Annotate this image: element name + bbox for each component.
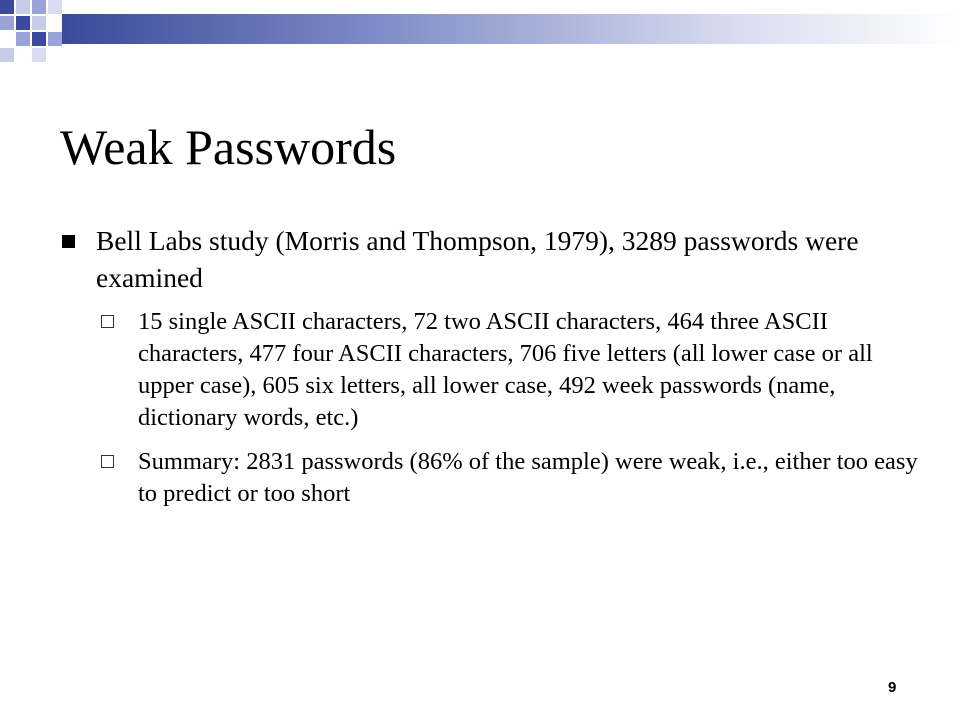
header-decoration xyxy=(0,0,960,70)
bullet-item xyxy=(60,222,920,296)
sub-bullet-text: Summary: 2831 passwords (86% of the sample) were weak, i.e., either too easy to predict or too short xyxy=(138,448,918,507)
sub-bullet-item xyxy=(100,446,920,510)
page-number: 9 xyxy=(888,679,897,696)
bullet-text: Bell Labs study (Morris and Thompson, 1979), 3289 passwords were examined xyxy=(96,225,859,293)
hollow-square-bullet-icon xyxy=(101,315,114,328)
sub-bullet-text: 15 single ASCII characters, 72 two ASCII characters, 464 three ASCII characters, 477 four ASCII characters, 706 five letters (all lower case or all upper case), 605 six letters, all lower case, 492 week passwords (name, dictionary words, etc.) xyxy=(138,308,873,431)
hollow-square-bullet-icon xyxy=(101,455,114,468)
header-pattern-graphic xyxy=(0,0,960,70)
square-bullet-icon xyxy=(62,235,75,248)
slide-title: Weak Passwords xyxy=(60,119,397,175)
slide-content xyxy=(60,222,920,510)
sub-bullet-item xyxy=(100,306,920,434)
